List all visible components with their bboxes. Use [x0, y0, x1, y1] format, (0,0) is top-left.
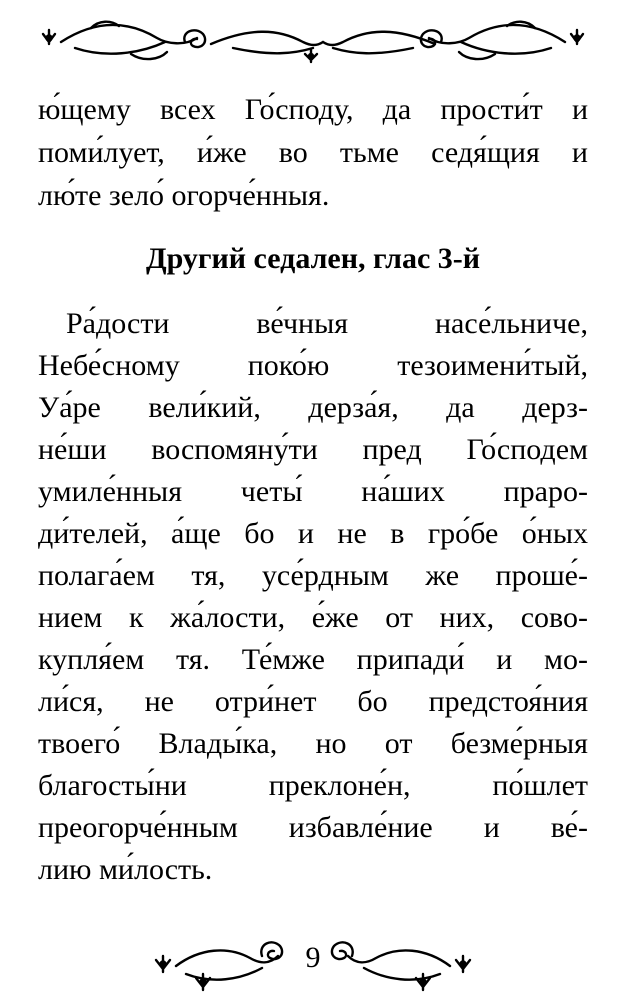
- text-line: поми́лует, и́же во тьме седя́щия и: [38, 136, 588, 169]
- text-line: лю́те зело́ огорче́нныя.: [38, 179, 330, 212]
- text-line: Уа́ре вели́кий, дерза́я, да дерз-: [38, 391, 588, 424]
- text-line: лию ми́лость.: [38, 853, 213, 886]
- text-line: твоего́ Влады́ка, но от безме́рныя: [38, 727, 588, 760]
- text-line: ю́щему всех Го́споду, да прости́т и: [38, 93, 588, 126]
- text-line: преогорче́нным избавле́ние и ве́-: [38, 811, 588, 844]
- section-heading: Другий седален, глас 3-й: [145, 242, 481, 275]
- text-line: благосты́ни преклоне́н, по́шлет: [38, 769, 588, 802]
- text-line: не́ши воспомяну́ти пред Го́сподем: [38, 433, 588, 466]
- text-line: нием к жа́лости, е́же от них, сово-: [38, 601, 588, 634]
- text-line: полага́ем тя, усе́рдным же проше́-: [38, 559, 588, 592]
- text-line: Небе́сному поко́ю тезоимени́тый,: [38, 349, 588, 382]
- text-line: умиле́нныя четы́ на́ших праро-: [38, 475, 588, 508]
- text-line: ди́телей, а́ще бо и не в гро́бе о́ных: [38, 517, 588, 550]
- text-line: ли́ся, не отри́нет бо предстоя́ния: [38, 685, 588, 718]
- floral-header-ornament: [35, 14, 591, 70]
- page-number: 9: [305, 941, 321, 974]
- text-line: Ра́дости ве́чныя насе́льниче,: [66, 307, 588, 340]
- text-line: купля́ем тя. Те́мже припади́ и мо-: [38, 643, 588, 676]
